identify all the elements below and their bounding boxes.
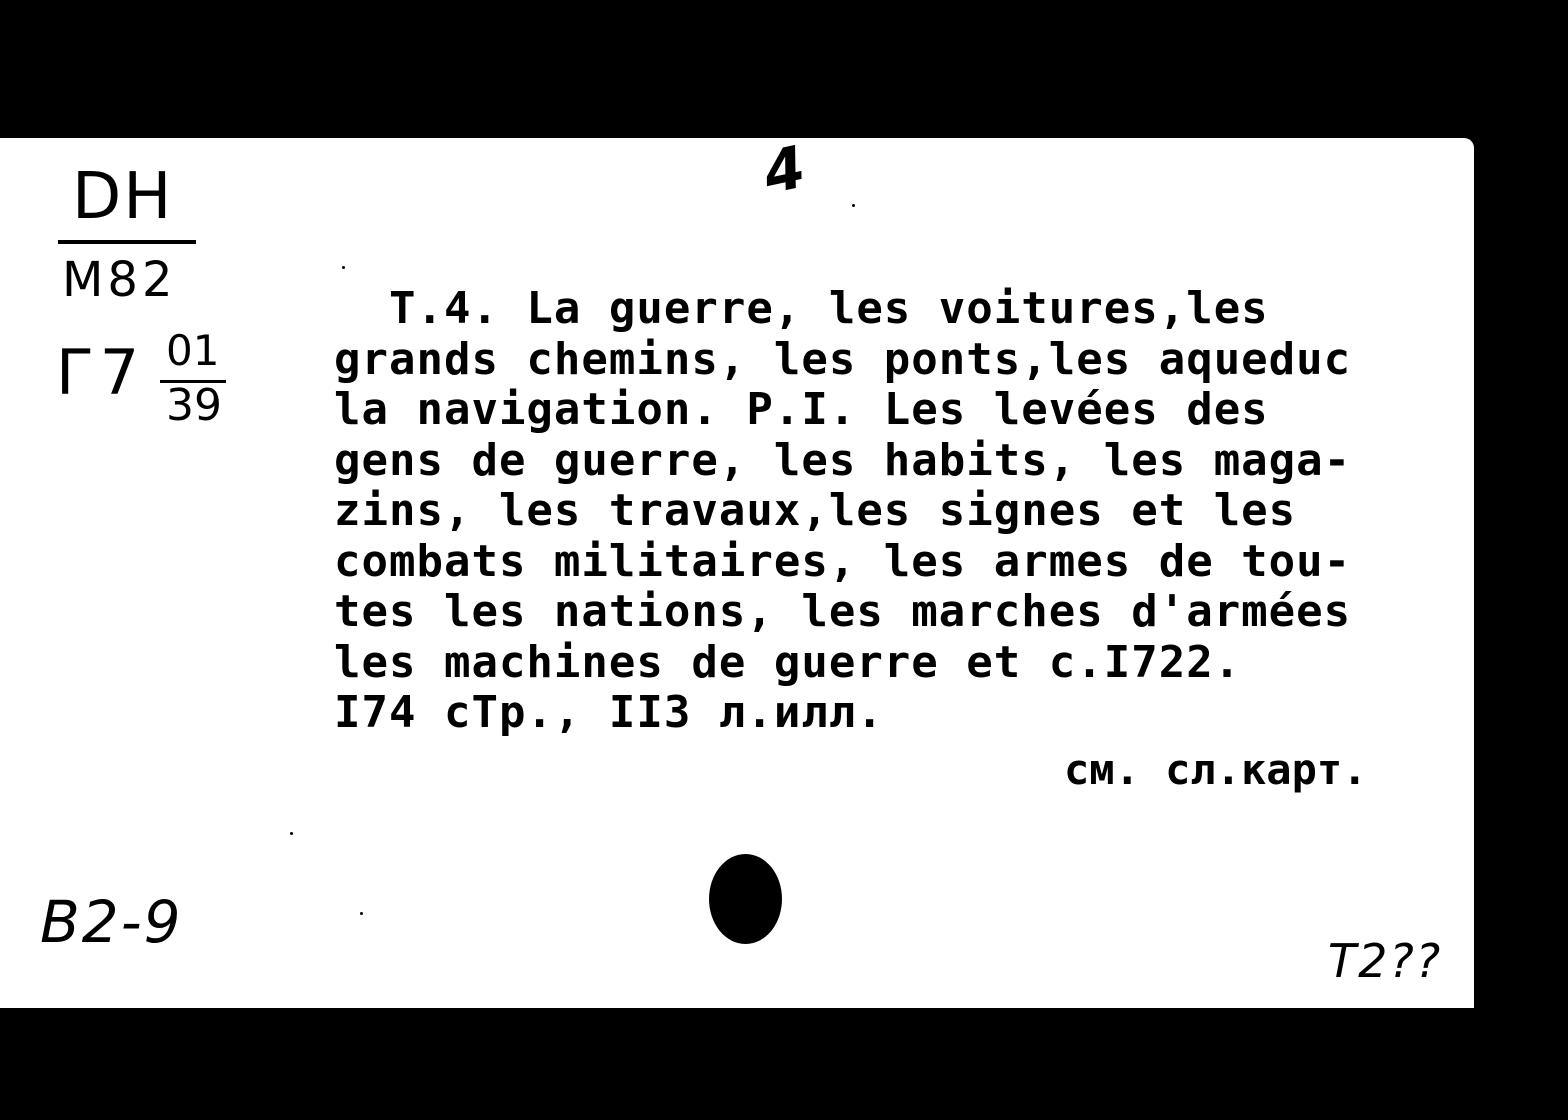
entry-line: les machines de guerre et c.I722. (334, 637, 1242, 688)
card-punch-hole (709, 854, 782, 944)
volume-mark: 4 (757, 132, 811, 208)
see-also-note: см. сл.карт. (1064, 745, 1368, 794)
scan-speck (852, 204, 855, 207)
entry-line: la navigation. P.I. Les levées des (334, 385, 1269, 435)
shelfmark-fraction-numerator: 01 (166, 326, 220, 375)
shelfmark-bottom: M82 (62, 252, 177, 308)
location-code: B2-9 (40, 888, 183, 956)
scan-speck (360, 912, 363, 915)
entry-line: zins, les travaux,les signes et les (334, 486, 1297, 536)
entry-line: I74 cTp., II3 л.илл. (334, 688, 884, 738)
corner-code: T2?? (1328, 934, 1443, 988)
entry-line: combats militaires, les armes de tou- (334, 536, 1352, 587)
scan-speck (342, 266, 345, 269)
shelfmark-divider (58, 240, 196, 244)
shelfmark-fraction-denominator: 39 (166, 380, 222, 431)
entry-line: gens de guerre, les habits, les maga- (334, 435, 1352, 486)
catalog-entry-text (334, 284, 1468, 739)
entry-line: tes les nations, les marches d'armées (334, 587, 1352, 637)
shelfmark-top: DH (72, 160, 174, 234)
entry-line: grands chemins, les ponts,les aqueduc (334, 334, 1352, 385)
entry-line: T.4. La guerre, les voitures,les (334, 284, 1269, 334)
shelfmark-sub: Г7 (56, 336, 146, 409)
scan-speck (290, 832, 293, 835)
